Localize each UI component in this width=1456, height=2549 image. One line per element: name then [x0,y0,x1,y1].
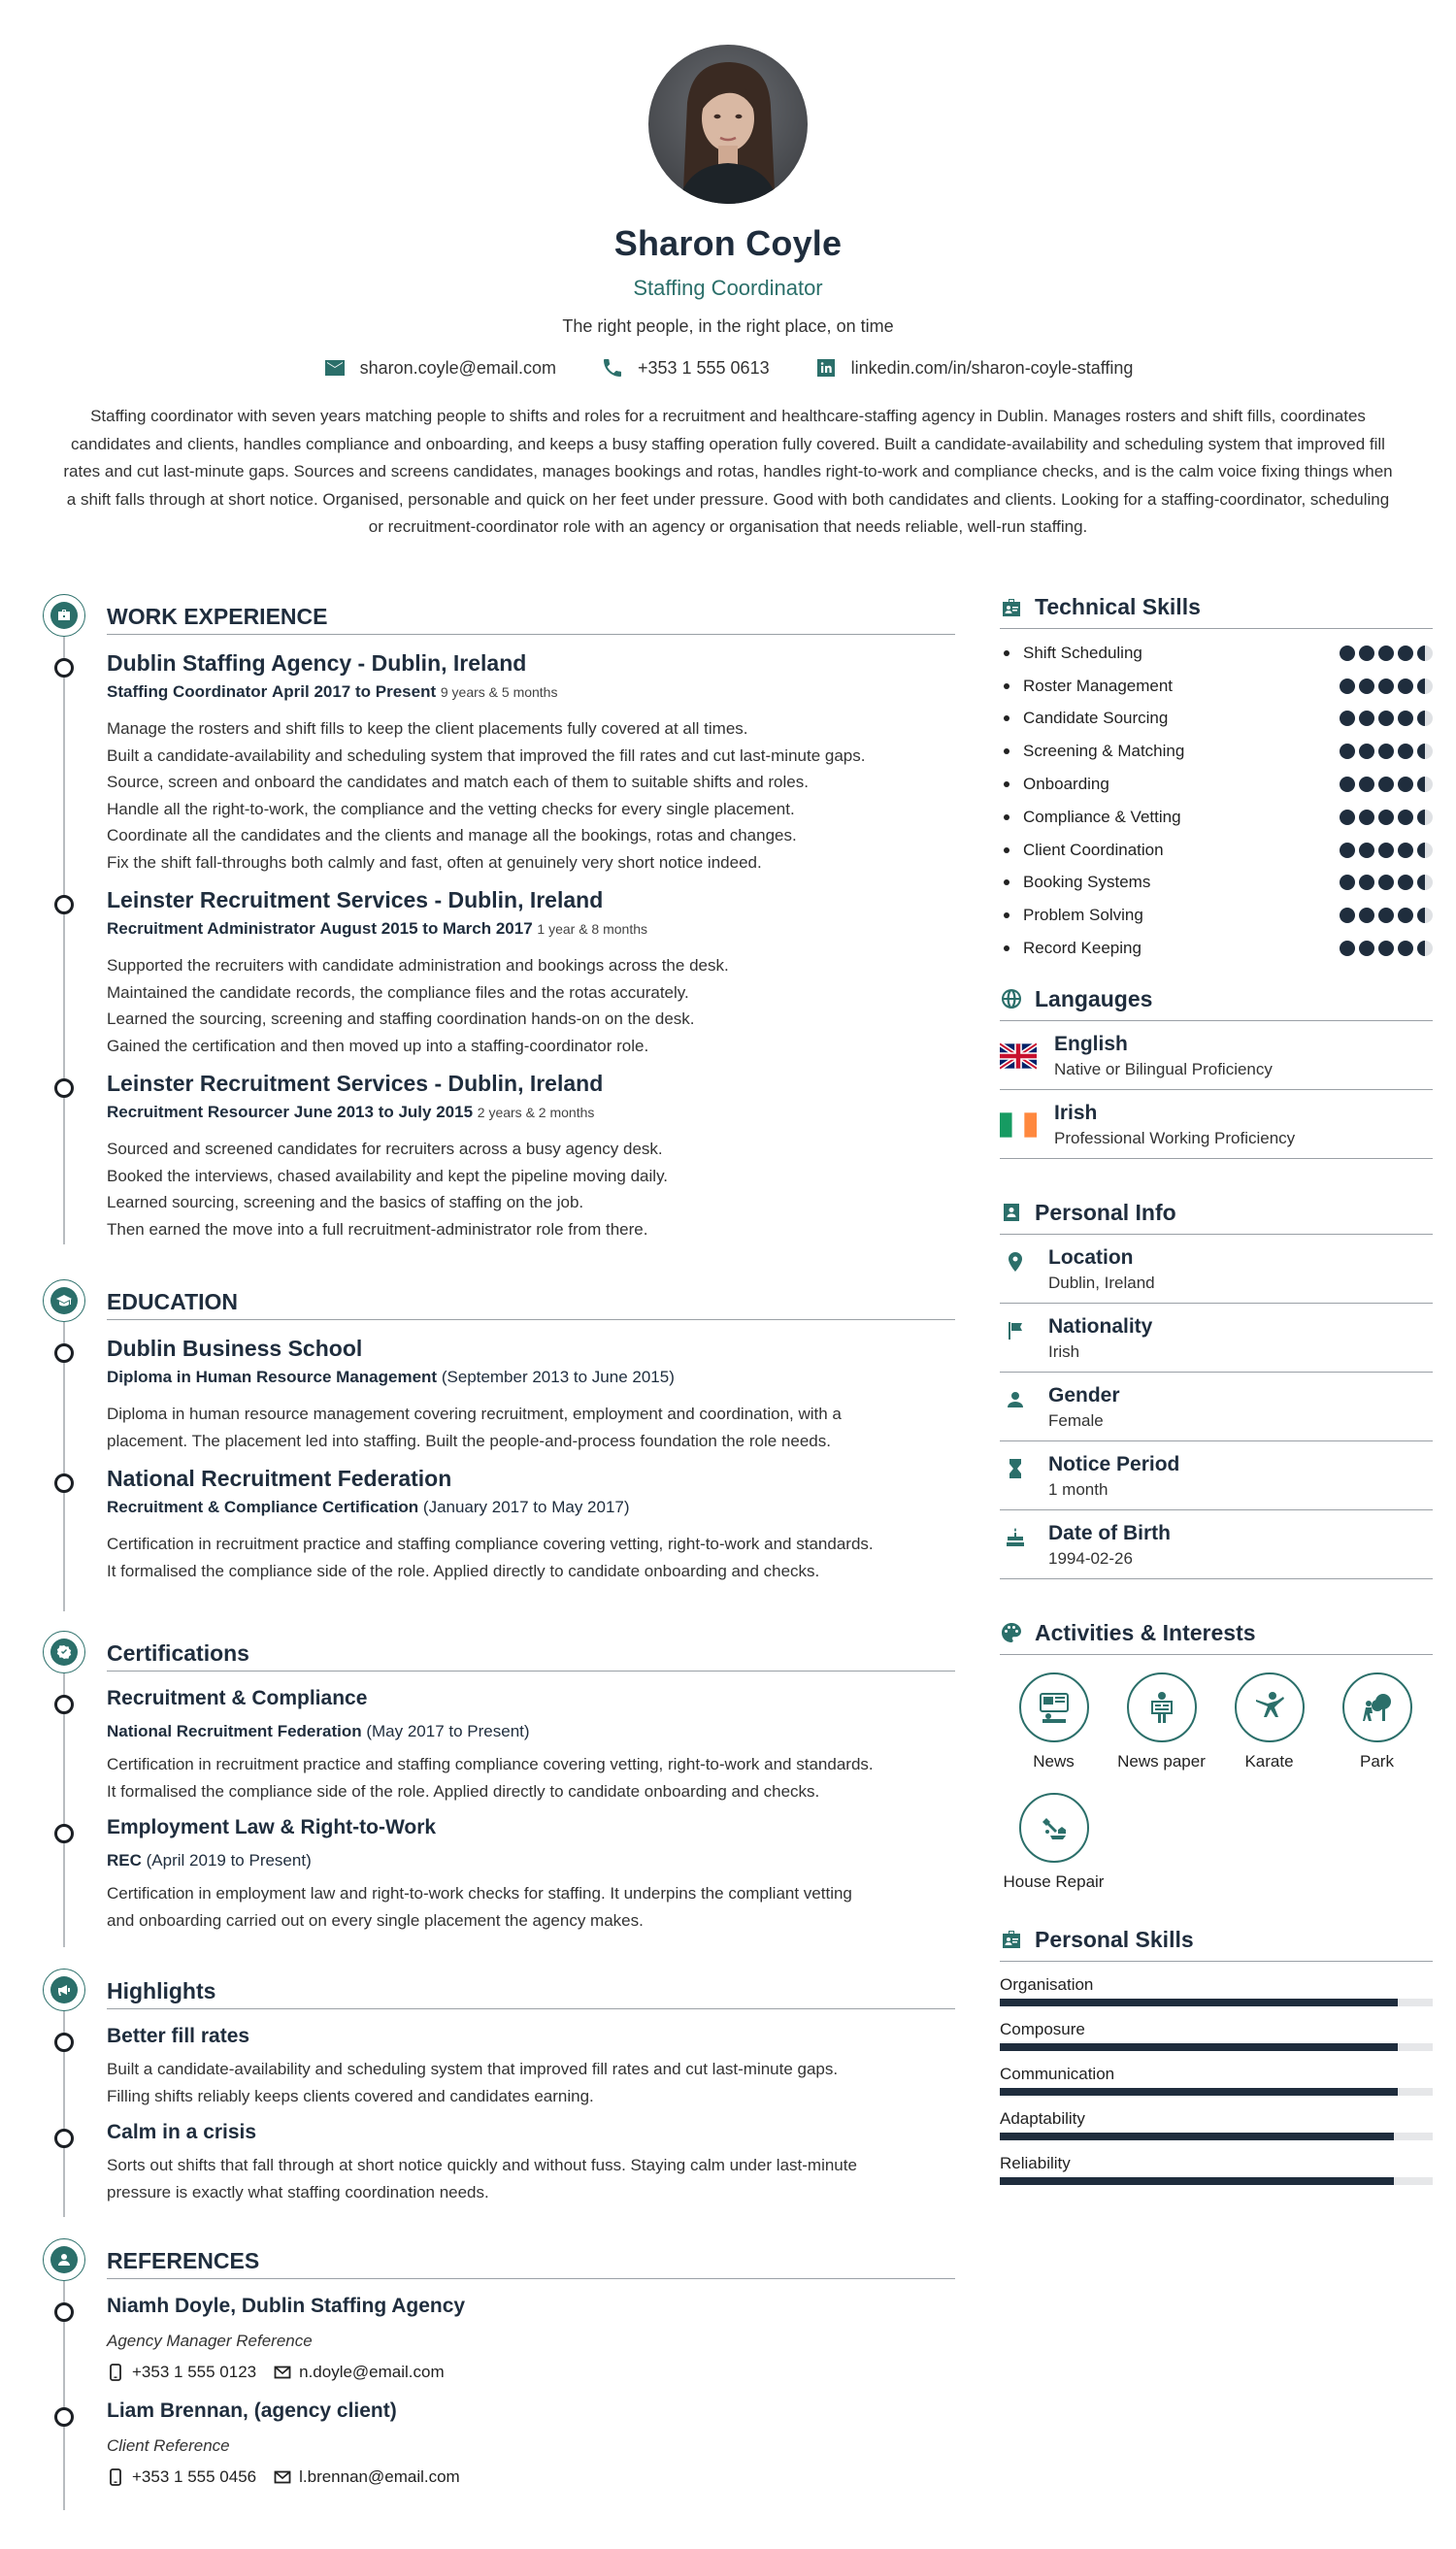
flag-icon [1004,1319,1027,1342]
skill-level-fill [1000,2088,1398,2096]
description-line: placement. The placement led into staffing. Built the people-and-process foundation the role needs. [107,1431,831,1450]
job-role: Recruitment Resourcer [107,1103,290,1121]
section-title: Technical Skills [1035,594,1201,619]
graduation-cap-icon [43,1279,85,1322]
resume-header [0,0,1456,542]
mobile-phone-icon [107,2468,124,2486]
duty-line: Then earned the move into a full recruitment-administrator role from there. [107,1219,648,1239]
phone-icon [601,356,624,380]
section-title: Highlights [107,1978,955,2009]
section-title: REFERENCES [107,2248,955,2279]
ireland-flag-icon [1000,1111,1037,1139]
skill-name: Candidate Sourcing [1000,709,1168,728]
rating-dot [1398,679,1413,694]
rating-dot [1359,711,1374,726]
language-name: Irish [1054,1101,1098,1124]
id-badge-icon [1000,1928,1023,1951]
rating-dot [1340,941,1355,956]
rating-dot [1398,744,1413,759]
skill-name: Reliability [1000,2153,1071,2172]
timeline-bullet [54,2302,74,2322]
degree-name: Diploma in Human Resource Management [107,1368,438,1386]
rating-dot [1359,744,1374,759]
work-entry [43,1071,955,1242]
rating-dot [1378,711,1394,726]
reference-phone[interactable] [107,2363,256,2382]
rating-dot [1378,777,1394,792]
rating-dot [1398,843,1413,858]
skill-name: Problem Solving [1000,906,1143,925]
technical-skill-item [1000,834,1433,867]
interest-label: Park [1360,1751,1394,1771]
duty-line: Manage the rosters and shift fills to keep the client placements fully covered at all times. [107,719,748,738]
rating-dot [1340,711,1355,726]
rating-dot [1398,875,1413,890]
technical-skill-item [1000,801,1433,834]
timeline-bullet [54,658,74,678]
rating-dot [1417,941,1433,956]
skill-rating [1340,744,1433,759]
education-entry [43,1466,955,1584]
education-dates: (September 2013 to June 2015) [441,1368,675,1386]
section-title: Certifications [107,1640,955,1672]
person-icon [43,2238,85,2281]
highlights-section [43,1969,955,2217]
rating-dot [1398,711,1413,726]
rating-dot [1378,679,1394,694]
hourglass-icon [1004,1457,1027,1480]
rating-dot [1340,908,1355,923]
reference-name: Liam Brennan, (agency client) [107,2400,397,2422]
skill-name: Screening & Matching [1000,742,1184,761]
park-icon [1358,1688,1397,1727]
work-entry [43,650,955,876]
description-line: Filling shifts reliably keeps clients covered and candidates earning. [107,2086,594,2105]
skill-rating [1340,646,1433,661]
language-level: Professional Working Proficiency [1054,1128,1296,1147]
skill-rating [1340,810,1433,825]
rating-dot [1417,744,1433,759]
highlight-entry [43,2025,955,2109]
rating-dot [1378,875,1394,890]
job-duration: 1 year & 8 months [537,921,648,937]
skill-name: Adaptability [1000,2108,1085,2128]
envelope-icon [274,2468,291,2486]
info-item-notice-period [1000,1441,1433,1510]
description-line: Diploma in human resource management covering recruitment, employment and coordination, with a [107,1405,842,1423]
rating-dot [1398,908,1413,923]
info-label: Location [1048,1245,1134,1269]
rating-dot [1340,679,1355,694]
personal-skill-item [1000,1975,1433,2006]
technical-skill-item [1000,768,1433,801]
skill-name: Compliance & Vetting [1000,808,1181,827]
company-name: Leinster Recruitment Services - Dublin, Ireland [107,887,604,912]
news-icon [1035,1688,1074,1727]
linkedin-text: linkedin.com/in/sharon-coyle-staffing [850,357,1134,378]
section-title: Langauges [1035,985,1153,1011]
description-line: and onboarding carried out on every single placement the agency makes. [107,1910,644,1930]
info-label: Nationality [1048,1314,1153,1338]
mobile-phone-icon [107,2364,124,2381]
duty-line: Built a candidate-availability and scheduling system that improved the fill rates and cut last-minute gaps. [107,745,866,765]
technical-skills-section [1000,594,1433,965]
technical-skill-item [1000,899,1433,932]
technical-skill-item [1000,637,1433,670]
reference-role: Client Reference [107,2436,230,2455]
duty-line: Sourced and screened candidates for recruiters across a busy agency desk. [107,1140,663,1158]
rating-dot [1398,810,1413,825]
company-name: Dublin Staffing Agency - Dublin, Ireland [107,650,527,676]
personal-skills-list [1000,1975,1433,2185]
education-section [43,1279,955,1611]
job-dates: August 2015 to March 2017 [319,919,533,938]
skill-name: Composure [1000,2019,1085,2038]
interest-label: Karate [1244,1751,1294,1771]
duty-line: Fix the shift fall-throughs both calmly and fast, often at genuinely very short notice indeed. [107,852,762,872]
candidate-name: Sharon Coyle [613,223,843,263]
rating-dot [1378,646,1394,661]
rating-dot [1359,908,1374,923]
info-value: Dublin, Ireland [1048,1273,1155,1292]
rating-dot [1417,679,1433,694]
section-title: Personal Info [1035,1199,1176,1225]
skill-rating [1340,908,1433,923]
interest-label: News [1033,1751,1075,1771]
company-name: Leinster Recruitment Services - Dublin, Ireland [107,1071,604,1096]
skill-level-bar [1000,2177,1433,2185]
timeline-bullet [54,1343,74,1363]
reference-phone[interactable] [107,2467,256,2487]
interest-park [1323,1672,1431,1771]
linkedin-contact[interactable] [814,356,1134,380]
skill-name: Organisation [1000,1974,1094,1994]
info-label: Date of Birth [1048,1521,1171,1544]
reference-email-text: l.brennan@email.com [299,2467,460,2486]
interests-section [1000,1620,1433,1892]
technical-skill-item [1000,703,1433,736]
references-section [43,2238,955,2512]
timeline-bullet [54,895,74,914]
certification-entry [43,1687,955,1804]
highlight-entry [43,2121,955,2205]
personal-skill-item [1000,2154,1433,2185]
description-line: It formalised the compliance side of the role. Applied directly to candidate onboarding and checks. [107,1561,820,1580]
technical-skills-list [1000,637,1433,965]
job-dates: April 2017 to Present [272,682,437,701]
rating-dot [1398,646,1413,661]
skill-level-fill [1000,2043,1398,2051]
email-text: sharon.coyle@email.com [359,357,556,378]
rating-dot [1398,941,1413,956]
skill-level-fill [1000,2133,1394,2140]
language-level: Native or Bilingual Proficiency [1054,1059,1273,1078]
rating-dot [1378,908,1394,923]
skill-rating [1340,711,1433,726]
info-label: Gender [1048,1383,1120,1407]
technical-skill-item [1000,932,1433,965]
reference-phone-text: +353 1 555 0456 [132,2467,257,2486]
personal-skills-section [1000,1927,1433,2185]
sidebar-column [1000,594,1433,2185]
description-line: Certification in recruitment practice and staffing compliance covering vetting, right-to-work and standards. [107,1535,874,1553]
work-experience-section [43,594,955,1244]
rating-dot [1417,777,1433,792]
section-title: WORK EXPERIENCE [107,604,955,635]
house-repair-icon [1035,1808,1074,1847]
duty-line: Learned sourcing, screening and the basics of staffing on the job. [107,1193,584,1211]
job-role: Staffing Coordinator [107,682,268,701]
rating-dot [1398,777,1413,792]
rating-dot [1340,843,1355,858]
technical-skill-item [1000,735,1433,768]
tagline: The right people, in the right place, on time [562,316,894,336]
location-pin-icon [1004,1250,1027,1274]
skill-level-bar [1000,1999,1433,2006]
rating-dot [1340,810,1355,825]
skill-level-fill [1000,2177,1394,2185]
job-role: Recruitment Administrator [107,919,315,938]
envelope-icon [274,2364,291,2381]
uk-flag-icon [1000,1043,1037,1070]
certification-dates: (May 2017 to Present) [366,1722,530,1740]
skill-name: Shift Scheduling [1000,644,1142,663]
timeline-bullet [54,2407,74,2427]
cake-icon [1004,1526,1027,1549]
rating-dot [1340,646,1355,661]
timeline-bullet [54,1824,74,1843]
skill-name: Record Keeping [1000,939,1142,958]
school-name: Dublin Business School [107,1336,363,1361]
job-duration: 9 years & 5 months [440,684,558,700]
timeline-bullet [54,1078,74,1098]
rating-dot [1378,941,1394,956]
reference-email[interactable] [274,2467,460,2487]
reference-entry [43,2400,955,2487]
skill-name: Communication [1000,2064,1115,2083]
phone-contact[interactable] [601,356,770,380]
language-item [1000,1021,1433,1090]
person-icon [1004,1388,1027,1411]
globe-icon [1000,987,1023,1010]
personal-skill-item [1000,2020,1433,2051]
rating-dot [1378,810,1394,825]
certification-name: Recruitment & Compliance [107,1687,368,1709]
info-item-date-of-birth [1000,1510,1433,1579]
interest-house-repair [1000,1793,1108,1892]
duty-line: Coordinate all the candidates and the clients and manage all the bookings, rotas and changes. [107,826,797,844]
contact-bar [0,356,1456,380]
duty-line: Booked the interviews, chased availability and kept the pipeline moving daily. [107,1166,669,1185]
skill-level-bar [1000,2088,1433,2096]
rating-dot [1340,744,1355,759]
interest-label: House Repair [1003,1871,1105,1891]
rating-dot [1340,875,1355,890]
personal-info-section [1000,1200,1433,1579]
section-title: Activities & Interests [1035,1619,1256,1645]
timeline-bullet [54,2033,74,2052]
highlight-title: Better fill rates [107,2025,250,2047]
rating-dot [1359,777,1374,792]
rating-dot [1378,744,1394,759]
description-line: Sorts out shifts that fall through at short notice quickly and without fuss. Staying calm under last-minute [107,2156,857,2174]
newspaper-reader-icon [1142,1688,1181,1727]
job-dates: June 2013 to July 2015 [293,1103,474,1121]
info-value: Irish [1048,1341,1080,1361]
rating-dot [1359,875,1374,890]
rating-dot [1417,875,1433,890]
rating-dot [1417,711,1433,726]
interest-karate [1215,1672,1323,1771]
timeline-bullet [54,1473,74,1493]
job-duration: 2 years & 2 months [477,1105,595,1120]
skill-rating [1340,875,1433,890]
section-title: Personal Skills [1035,1926,1194,1952]
rating-dot [1359,843,1374,858]
languages-section [1000,986,1433,1159]
interest-news [1000,1672,1108,1771]
info-value: Female [1048,1410,1104,1430]
skill-name: Client Coordination [1000,841,1164,860]
rating-dot [1417,810,1433,825]
skill-rating [1340,679,1433,694]
rating-dot [1359,679,1374,694]
duty-line: Source, screen and onboard the candidates and match each of them to suitable shifts and roles. [107,773,809,791]
reference-email[interactable] [274,2363,445,2382]
profile-photo [648,45,808,204]
skill-rating [1340,777,1433,792]
degree-name: Recruitment & Compliance Certification [107,1498,419,1516]
certification-name: Employment Law & Right-to-Work [107,1816,437,1838]
reference-name: Niamh Doyle, Dublin Staffing Agency [107,2295,466,2317]
rating-dot [1359,646,1374,661]
duty-line: Maintained the candidate records, the compliance files and the rotas accurately. [107,982,689,1002]
skill-rating [1340,941,1433,956]
skill-level-bar [1000,2043,1433,2051]
skill-rating [1340,843,1433,858]
palette-icon [1000,1621,1023,1644]
skill-name: Onboarding [1000,775,1109,794]
reference-role: Agency Manager Reference [107,2332,313,2350]
contact-card-icon [1000,1201,1023,1224]
id-badge-icon [1000,596,1023,619]
description-line: pressure is exactly what staffing coordination needs. [107,2182,489,2201]
info-item-nationality [1000,1304,1433,1373]
info-item-location [1000,1235,1433,1304]
profile-summary: Staffing coordinator with seven years matching people to shifts and roles for a recruitment and healthcare-staffing agency in Dublin. Manages rosters and shift fills, coordinates candidates and clients, handles compliance and onboarding, and keeps a busy staffing operation fully covered. Built a candidate-availability and scheduling system that improved fill rates and cut last-minute gaps. Sources and screens candidates, manages bookings and rotas, handles right-to-work and compliance checks, and is the calm voice fixing things when a shift falls through at short notice. Organised, personable and quick on her feet under pressure. Good with both candidates and clients. Looking for a staffing-coordinator, scheduling or recruitment-coordinator role with an agency or organisation that needs reliable, well-run staffing. [63,407,1393,536]
personal-skill-item [1000,2109,1433,2140]
work-entry [43,887,955,1059]
duty-line: Gained the certification and then moved up into a staffing-coordinator role. [107,1036,649,1055]
skill-level-fill [1000,1999,1398,2006]
skill-name: Roster Management [1000,677,1173,696]
technical-skill-item [1000,867,1433,900]
karate-icon [1250,1688,1289,1727]
phone-text: +353 1 555 0613 [637,357,770,378]
reference-phone-text: +353 1 555 0123 [132,2363,257,2381]
rating-dot [1417,646,1433,661]
rating-dot [1417,908,1433,923]
briefcase-icon [43,594,85,637]
education-dates: (January 2017 to May 2017) [422,1498,630,1516]
timeline-bullet [54,1695,74,1714]
rating-dot [1359,941,1374,956]
education-entry [43,1336,955,1454]
timeline-bullet [54,2129,74,2148]
info-label: Notice Period [1048,1452,1180,1475]
rating-dot [1378,843,1394,858]
interest-label: News paper [1117,1751,1206,1771]
personal-skill-item [1000,2065,1433,2096]
certification-issuer: National Recruitment Federation [107,1722,362,1740]
email-icon [323,356,347,380]
main-column [43,594,955,2512]
school-name: National Recruitment Federation [107,1466,452,1491]
language-name: English [1054,1032,1128,1055]
duty-line: Handle all the right-to-work, the compliance and the vetting checks for every single placement. [107,799,795,818]
info-item-gender [1000,1373,1433,1441]
info-value: 1994-02-26 [1048,1548,1133,1568]
skill-level-bar [1000,2133,1433,2140]
info-value: 1 month [1048,1479,1109,1499]
certification-dates: (April 2019 to Present) [146,1851,312,1870]
reference-email-text: n.doyle@email.com [299,2363,445,2381]
duty-line: Supported the recruiters with candidate administration and bookings across the desk. [107,956,729,975]
highlight-title: Calm in a crisis [107,2121,257,2143]
description-line: Certification in employment law and right-to-work checks for staffing. It underpins the compliant vetting [107,1884,852,1903]
certifications-section [43,1631,955,1947]
megaphone-icon [43,1969,85,2011]
description-line: It formalised the compliance side of the role. Applied directly to candidate onboarding and checks. [107,1781,820,1801]
job-title: Staffing Coordinator [633,276,823,300]
reference-entry [43,2295,955,2382]
email-contact[interactable] [323,356,556,380]
linkedin-icon [814,356,838,380]
technical-skill-item [1000,670,1433,703]
skill-name: Booking Systems [1000,873,1150,892]
description-line: Built a candidate-availability and scheduling system that improved fill rates and cut last-minute gaps. [107,2060,839,2078]
description-line: Certification in recruitment practice and staffing compliance covering vetting, right-to-work and standards. [107,1755,874,1773]
badge-check-icon [43,1631,85,1673]
certification-issuer: REC [107,1851,142,1870]
language-item [1000,1090,1433,1159]
rating-dot [1417,843,1433,858]
rating-dot [1359,810,1374,825]
duty-line: Learned the sourcing, screening and staffing coordination hands-on on the desk. [107,1010,695,1028]
certification-entry [43,1816,955,1934]
interest-news-paper [1108,1672,1215,1771]
section-title: EDUCATION [107,1289,955,1320]
rating-dot [1340,777,1355,792]
